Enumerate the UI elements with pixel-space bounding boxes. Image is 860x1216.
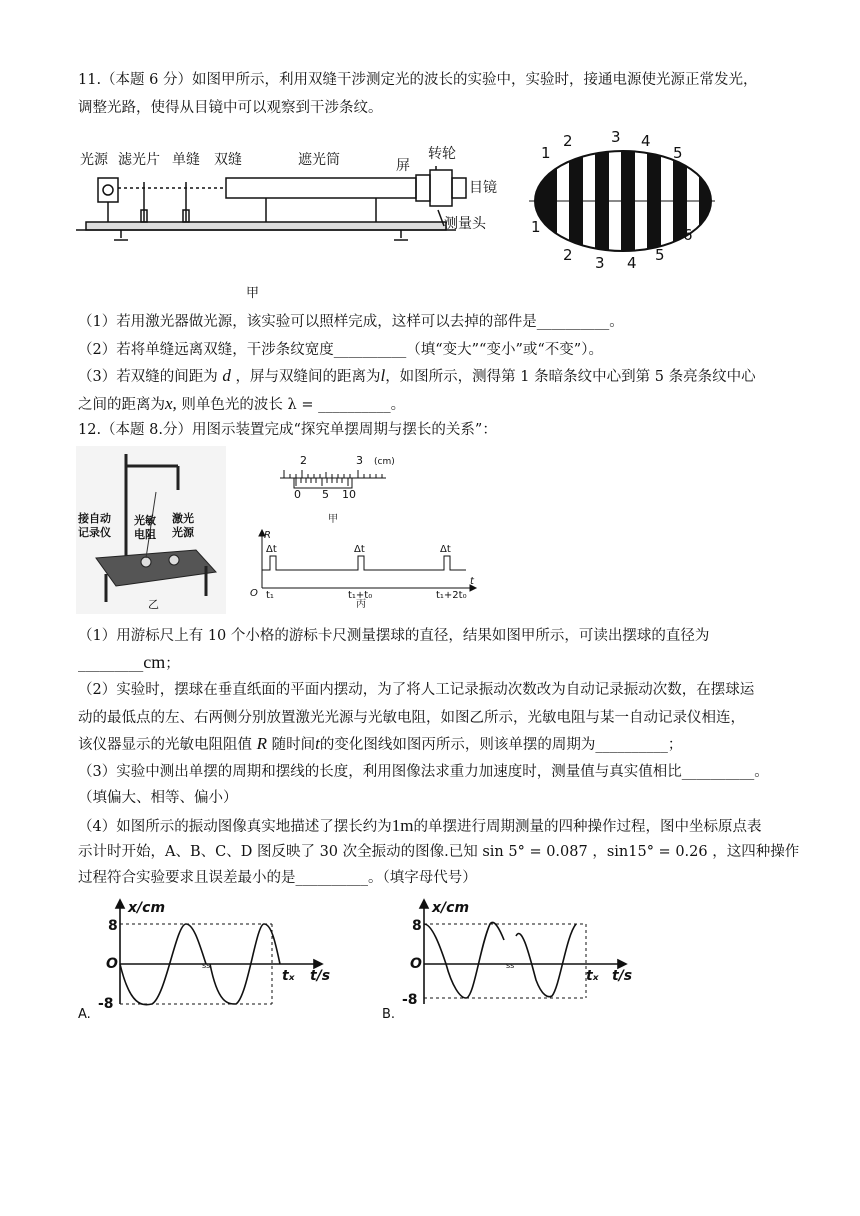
label-tube: 遮光筒: [298, 152, 340, 168]
double-slit-apparatus-figure: [76, 130, 526, 280]
q12-part4-line1: [78, 816, 761, 837]
caliper-unit: (cm): [374, 457, 395, 467]
q12-p1-unit: cm: [143, 652, 166, 672]
var-l: l: [380, 366, 386, 385]
caliper-vernier-0: 0: [294, 488, 301, 501]
fringe-bottom-3: 3: [595, 254, 605, 272]
vernier-caliper-figure: [276, 452, 416, 526]
label-ldr: 光敏: [134, 514, 156, 527]
fringe-bottom-1: 1: [531, 218, 541, 236]
label-single-slit: 单缝: [172, 152, 200, 168]
graph-b-origin: O: [410, 956, 422, 972]
fringe-bottom-4: 4: [627, 254, 637, 272]
graph-b-top: 8: [412, 918, 422, 934]
label-ldr-2: 电阻: [134, 528, 156, 541]
q12-p4-text-b: 的单摆进行周期测量的四种操作过程，图中坐标原点表: [413, 819, 762, 835]
resistance-time-graph: [248, 528, 478, 608]
q12-p2-text-a: 该仪器显示的光敏电阻阻值: [78, 737, 252, 753]
oscillation-graph-b: [380, 896, 640, 1026]
svg-text:ss: ss: [202, 961, 211, 970]
graph-a-top: 8: [108, 918, 118, 934]
pendulum-setup-figure: [76, 446, 226, 614]
fringe-top-5: 5: [673, 144, 683, 162]
q12-part4-line3: 过程符合实验要求且误差最小的是__________。（填字母代号）: [78, 870, 477, 886]
label-laser: 激光: [172, 512, 194, 525]
fringe-top-3: 3: [611, 128, 621, 146]
graph-ylabel: R: [264, 530, 271, 541]
label-recorder-2: 记录仪: [78, 526, 111, 539]
q11-part2: （2）若将单缝远离双缝，干涉条纹宽度__________（填“变大”“变小”或“不变”）。: [78, 342, 603, 358]
var-R: R: [256, 734, 267, 753]
caliper-caption: 甲: [328, 514, 338, 525]
fringe-bottom-6: 6: [683, 226, 693, 244]
interference-fringe-figure: [525, 128, 725, 278]
label-recorder: 接自动: [78, 512, 111, 525]
label-wheel: 转轮: [428, 146, 456, 162]
fringe-bottom-2: 2: [563, 246, 573, 264]
label-double-slit: 双缝: [214, 152, 242, 168]
graph-b-tx: tₓ: [586, 968, 599, 984]
graph-dt-1: Δt: [266, 544, 277, 555]
q12-part1-line1: （1）用游标尺上有 10 个小格的游标卡尺测量摆球的直径，结果如图甲所示，可读出摆球的直径为: [78, 628, 710, 644]
label-filter: 滤光片: [118, 152, 160, 168]
q12-p1-blank: _________: [78, 656, 144, 672]
q11-part3-line2: [78, 394, 405, 415]
q11-p3-text-c: ，如图所示，测得第 1 条暗条纹中心到第 5 条亮条纹中心: [385, 369, 756, 385]
graph-caption: 丙: [356, 599, 366, 608]
q12-p1-end: ；: [165, 656, 180, 672]
q12-part4-line2: 示计时开始，A、B、C、D 图反映了 30 次全振动的图像.已知 sin 5° = 0.087 ，sin15° = 0.26 ，这四种操作: [78, 844, 800, 860]
q11-part3-line1: [78, 366, 756, 387]
fringe-bottom-5: 5: [655, 246, 665, 264]
q12-part3-line1: （3）实验中测出单摆的周期和摆线的长度，利用图像法求重力加速度时，测量值与真实值相比__________。: [78, 764, 769, 780]
caliper-main-3: 3: [356, 454, 363, 467]
graph-t1: t₁: [266, 590, 274, 601]
q12-p2-text-b: 随时间: [271, 737, 316, 753]
fringe-top-2: 2: [563, 132, 573, 150]
var-t: t: [315, 734, 320, 753]
q12-part2-line1: （2）实验时，摆球在垂直纸面的平面内摆动，为了将人工记录振动次数改为自动记录振动次数，在摆球运: [78, 682, 755, 698]
q11-p3-text-a: （3）若双缝的间距为: [78, 369, 218, 385]
graph-a-tx: tₓ: [282, 968, 295, 984]
oscillation-graph-a: [76, 896, 336, 1026]
label-laser-2: 光源: [172, 526, 194, 539]
q12-part1-line2: [78, 652, 180, 674]
svg-text:ss: ss: [506, 961, 515, 970]
graph-b-bottom: -8: [402, 992, 418, 1008]
var-d: d: [222, 366, 231, 385]
graph-b-ts: t/s: [612, 968, 633, 984]
graph-t1-2t0: t₁+2t₀: [436, 590, 467, 601]
q11-p3-text-e: 则单色光的波长 λ = __________。: [176, 397, 406, 413]
q12-p2-text-c: 的变化图线如图丙所示，则该单摆的周期为__________；: [319, 737, 683, 753]
q12-part3-line2: （填偏大、相等、偏小）: [78, 790, 238, 806]
setup-caption: 乙: [148, 598, 159, 611]
graph-b-ylabel: x/cm: [432, 900, 470, 916]
q11-figure-caption: 甲: [246, 286, 260, 301]
graph-dt-2: Δt: [354, 544, 365, 555]
graph-xlabel: t: [470, 576, 474, 587]
caliper-vernier-5: 5: [322, 488, 329, 501]
graph-a-ts: t/s: [310, 968, 331, 984]
graph-a-ylabel: x/cm: [128, 900, 166, 916]
q12-p4-text-a: （4）如图所示的振动图像真实地描述了摆长约为: [78, 819, 392, 835]
q11-stem-line1: 11.（本题 6 分）如图甲所示，利用双缝干涉测定光的波长的实验中，实验时，接通电源使光源正常发光，: [78, 72, 758, 88]
label-eyepiece: 目镜: [469, 180, 497, 196]
caliper-main-2: 2: [300, 454, 307, 467]
q11-stem-line2: 调整光路，使得从目镜中可以观察到干涉条纹。: [78, 100, 383, 116]
fringe-top-1: 1: [541, 144, 551, 162]
var-x: x,: [165, 394, 177, 413]
graph-b-label: B.: [382, 1007, 396, 1022]
q12-stem: 12.（本题 8.分）用图示装置完成“探究单摆周期与摆长的关系”：: [78, 422, 497, 438]
graph-origin: O: [250, 588, 258, 599]
q12-part2-line3: [78, 734, 682, 755]
caliper-vernier-10: 10: [342, 488, 356, 501]
q12-p4-unit: 1m: [391, 816, 414, 835]
graph-a-label: A.: [78, 1007, 91, 1022]
q11-p3-text-b: ，屏与双缝间的距离为: [235, 369, 381, 385]
graph-t1-t0: t₁+t₀: [348, 590, 373, 601]
graph-a-bottom: -8: [98, 996, 114, 1012]
q11-p3-text-d: 之间的距离为: [78, 397, 165, 413]
label-light-source: 光源: [80, 152, 108, 168]
label-measuring-head: 测量头: [444, 216, 486, 232]
graph-a-origin: O: [106, 956, 118, 972]
q12-part2-line2: 动的最低点的左、右两侧分别放置激光光源与光敏电阻，如图乙所示，光敏电阻与某一自动记录仪相连，: [78, 710, 745, 726]
q11-part1: （1）若用激光器做光源，该实验可以照样完成，这样可以去掉的部件是__________。: [78, 314, 624, 330]
fringe-top-4: 4: [641, 132, 651, 150]
graph-dt-3: Δt: [440, 544, 451, 555]
label-screen: 屏: [396, 158, 410, 174]
